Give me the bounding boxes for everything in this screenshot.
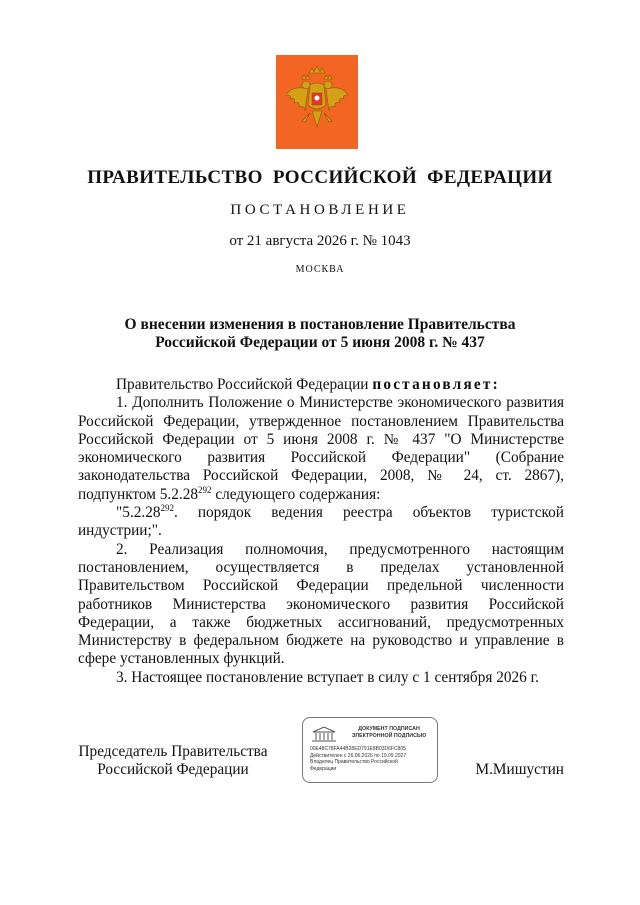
coat-of-arms-icon [276,55,358,149]
paragraph-1-text: 1. Дополнить Положение о Министерстве экономического развития Российской Федерации, утвержденное постановлением Правительства Российской Федерации от 5 июня 2008 г. № 437 "О Министерстве экономического развития Российской Федерации" (Собрание законодательства Российской Федерации, 2008, № 24, ст. 2867), подпунктом 5.2.28 [78,394,564,503]
document-date-number: от 21 августа 2026 г. № 1043 [229,233,411,249]
document-type: ПОСТАНОВЛЕНИЕ [230,202,410,218]
paragraph-2: 2. Реализация полномочия, предусмотренного настоящим постановлением, осуществляется в пределах установленной Правительством Российской Федерации предельной численности работников Министерства экономического развития Российской Федерации, а также бюджетных ассигнований, предусмотренных Министерству в федеральном бюджете на руководство и управление в сфере установленных функций. [78,540,564,668]
certificate-serial: 00E48C78FA44B28ED791E8B03D6FC805 [310,746,406,752]
preamble-emphasis: постановляет: [372,376,500,393]
quote-superscript: 292 [160,502,174,513]
signer-position-line-1: Председатель Правительства [78,743,268,760]
government-building-icon [311,725,337,743]
paragraph-quote [78,504,564,541]
signer-position-line-2: Российской Федерации [97,761,249,778]
subject-line-1: О внесении изменения в постановление Правительства [124,316,516,333]
signer-position [78,743,268,779]
preamble-text: Правительство Российской Федерации [116,376,373,393]
government-title: ПРАВИТЕЛЬСТВО РОССИЙСКОЙ ФЕДЕРАЦИИ [87,167,553,188]
quote-start: "5.2.28 [116,504,161,522]
stamp-title-line-1: ДОКУМЕНТ ПОДПИСАН [358,726,420,732]
certificate-owner: Владелец Правительство Российской [310,759,398,766]
document-body [78,376,564,687]
document-subject [60,316,580,352]
signer-name: М.Мишустин [475,761,564,778]
paragraph-1-superscript: 292 [198,484,212,495]
subject-line-2: Российской Федерации от 5 июня 2008 г. № 437 [155,334,485,351]
document-city: МОСКВА [295,264,345,275]
stamp-title [343,726,435,739]
paragraph-1 [78,394,564,504]
stamp-details [310,746,406,772]
quote-end: . порядок ведения реестра объектов туристской индустрии;". [78,504,564,540]
paragraph-1-end: следующего содержания: [211,485,381,503]
certificate-owner-cont: Федерации [310,765,337,772]
stamp-title-line-2: ЭЛЕКТРОННОЙ ПОДПИСЬЮ [351,732,427,739]
electronic-signature-stamp [302,717,438,783]
paragraph-preamble [78,376,564,394]
certificate-validity: Действителен с 26.06.2026 по 19.09.2027 [310,752,407,759]
paragraph-3: 3. Настоящее постановление вступает в силу с 1 сентября 2026 г. [116,668,540,686]
